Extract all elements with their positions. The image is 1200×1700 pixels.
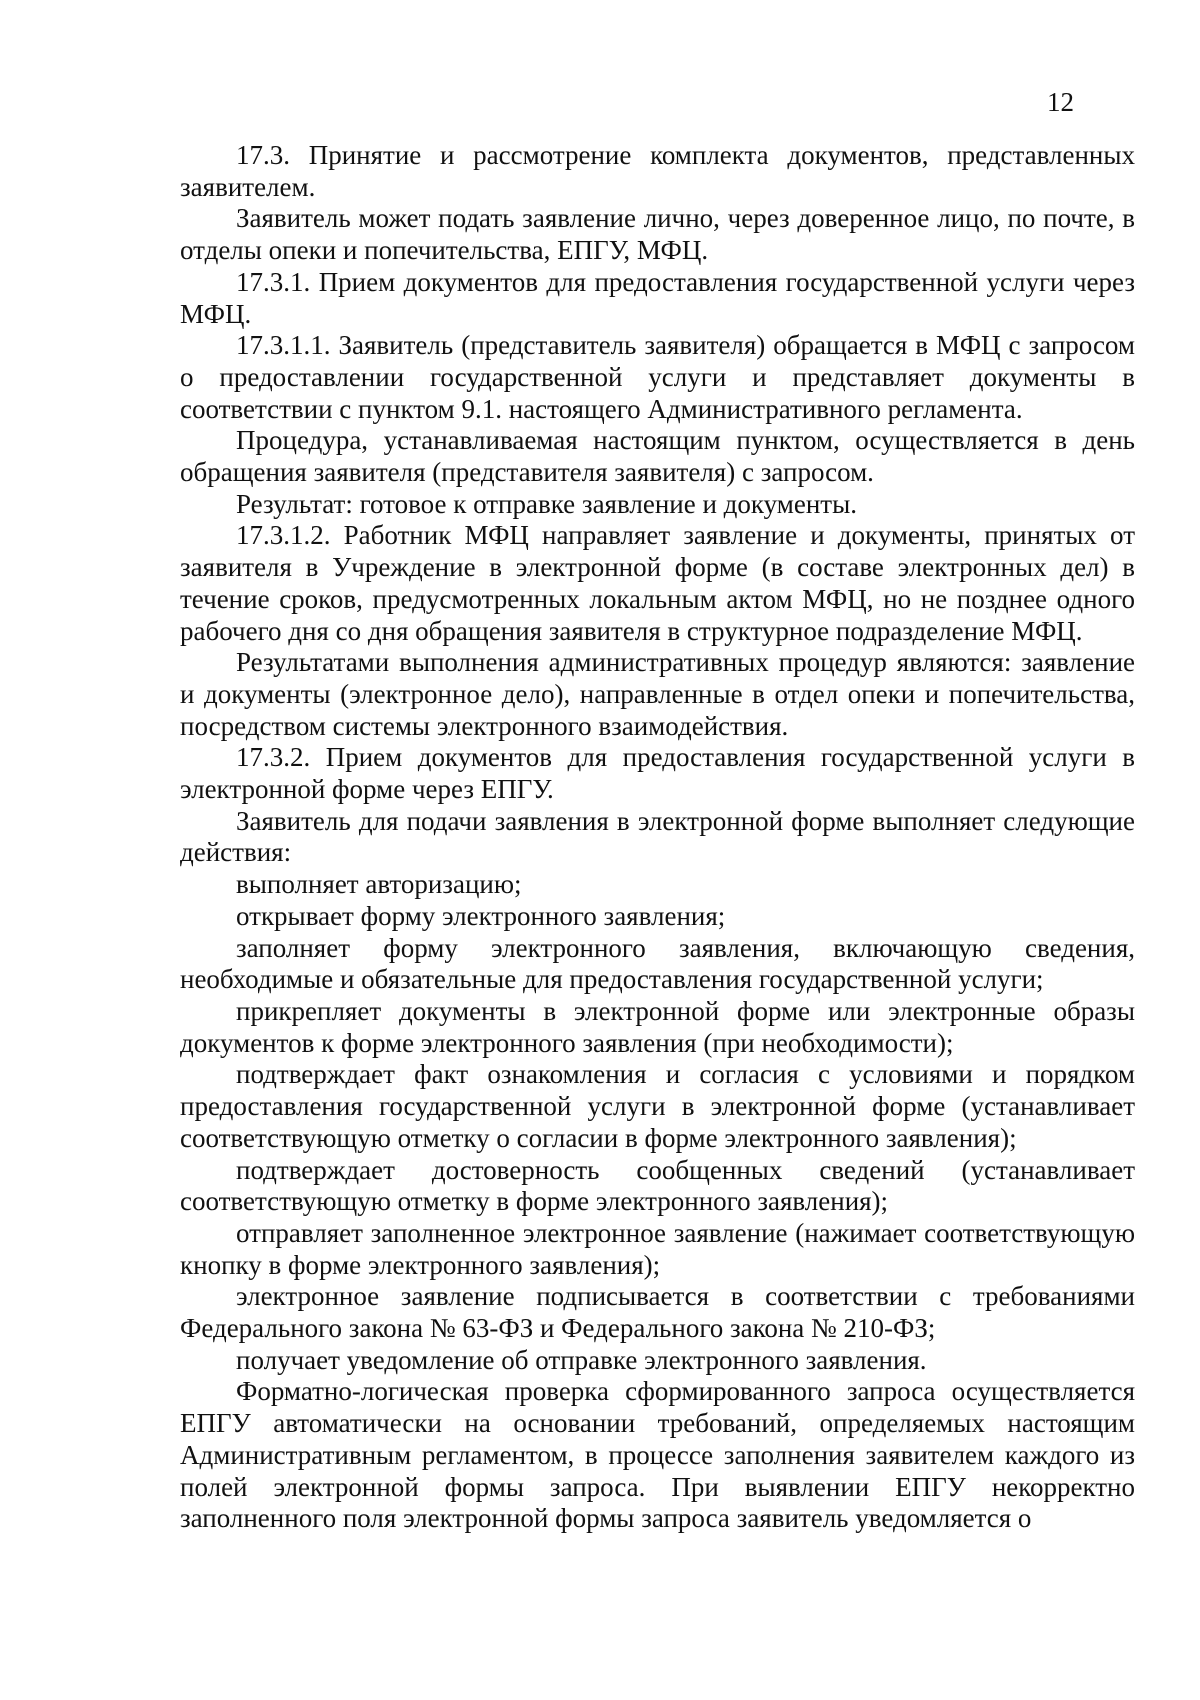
paragraph: отправляет заполненное электронное заявление (нажимает соответствующую кнопку в форме электронного заявления); (180, 1217, 1135, 1280)
paragraph: Результат: готовое к отправке заявление и документы. (236, 488, 857, 519)
paragraph: подтверждает факт ознакомления и согласия с условиями и порядком предоставления государственной услуги в электронной форме (устанавливает соответствующую отметку о согласии в форме электронного заявления); (180, 1059, 1135, 1153)
paragraph: электронное заявление подписывается в соответствии с требованиями Федерального закона № 63-ФЗ и Федерального закона № 210-ФЗ; (180, 1281, 1135, 1344)
paragraph: 17.3.2. Прием документов для предоставления государственной услуги в электронной форме через ЕПГУ. (180, 742, 1135, 805)
paragraph: получает уведомление об отправке электронного заявления. (236, 1344, 927, 1375)
paragraph: прикрепляет документы в электронной форме или электронные образы документов к форме электронного заявления (при необходимости); (180, 995, 1135, 1058)
paragraph: Процедура, устанавливаемая настоящим пунктом, осуществляется в день обращения заявителя (представителя заявителя) с запросом. (180, 425, 1135, 488)
paragraph: 17.3.1. Прием документов для предоставления государственной услуги через МФЦ. (180, 266, 1135, 329)
paragraph: 17.3.1.1. Заявитель (представитель заявителя) обращается в МФЦ с запросом о предоставлении государственной услуги и представляет документы в соответствии с пунктом 9.1. настоящего Административного регламента. (180, 330, 1135, 424)
paragraph: Форматно-логическая проверка сформированного запроса осуществляется ЕПГУ автоматически на основании требований, определяемых настоящим Административным регламентом, в процессе заполнения заявителем каждого из полей электронной формы запроса. При выявлении ЕПГУ некорректно заполненного поля электронной формы запроса заявитель уведомляется о (180, 1376, 1135, 1534)
paragraph: заполняет форму электронного заявления, включающую сведения, необходимые и обязательные для предоставления государственной услуги; (180, 932, 1135, 995)
paragraph: открывает форму электронного заявления; (236, 900, 726, 931)
paragraph: 17.3. Принятие и рассмотрение комплекта документов, представленных заявителем. (180, 140, 1135, 202)
page-number: 12 (1047, 87, 1074, 117)
paragraph: подтверждает достоверность сообщенных сведений (устанавливает соответствующую отметку в форме электронного заявления); (180, 1154, 1135, 1217)
paragraph: Результатами выполнения административных процедур являются: заявление и документы (электронное дело), направленные в отдел опеки и попечительства, посредством системы электронного взаимодействия. (180, 647, 1135, 741)
paragraph: Заявитель может подать заявление лично, через доверенное лицо, по почте, в отделы опеки и попечительства, ЕПГУ, МФЦ. (180, 203, 1135, 266)
document-body (180, 140, 1135, 1535)
paragraph: Заявитель для подачи заявления в электронной форме выполняет следующие действия: (180, 805, 1135, 868)
paragraph: 17.3.1.2. Работник МФЦ направляет заявление и документы, принятых от заявителя в Учреждение в электронной форме (в составе электронных дел) в течение сроков, предусмотренных локальным актом МФЦ, но не позднее одного рабочего дня со дня обращения заявителя в структурное подразделение МФЦ. (180, 520, 1135, 646)
paragraph: выполняет авторизацию; (236, 869, 522, 900)
